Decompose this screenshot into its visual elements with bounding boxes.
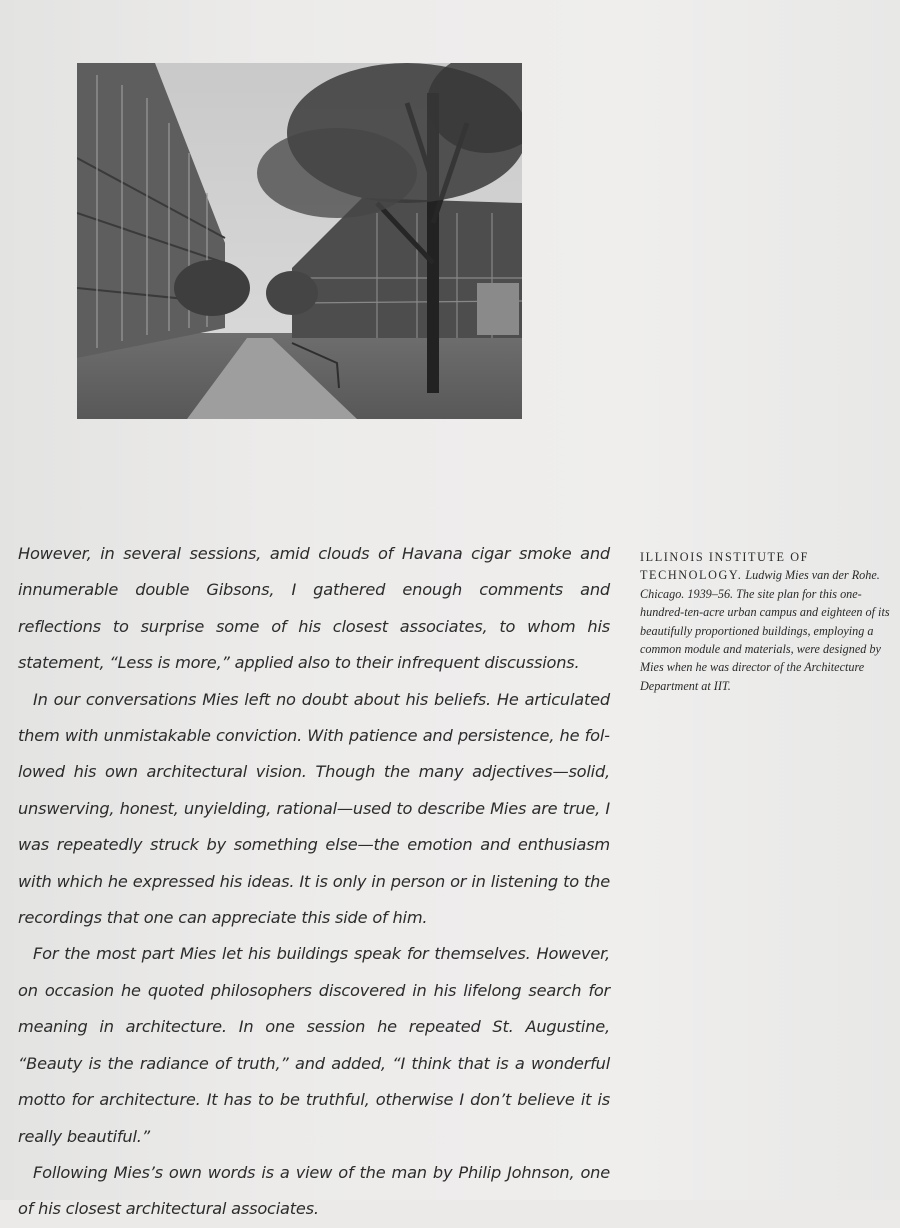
body-text (18, 536, 610, 1228)
caption-title: ILLINOIS INSTITUTE OF TECHNOLOGY. (640, 550, 809, 583)
body-paragraph: Following Mies’s own words is a view of the man by Philip Johnson, one of his closest architectural associates. (18, 1162, 610, 1219)
body-paragraph: For the most part Mies let his buildings speak for themselves. However, on occasion he quoted philosophers discovered in his lifelong search for meaning in architecture. In one session he repeated St. Augustine, “Beauty is the radiance of truth,” and added, “I think that is a wonderful motto for architecture. It has to be truthful, otherwise I don’t believe it is really beautiful.” (18, 944, 610, 1146)
photo-caption (640, 548, 898, 695)
body-paragraph: However, in several sessions, amid clouds of Havana cigar smoke and innumerable double Gibsons, I gathered enough comments and reflections to surprise some of his closest associates, to whom his statement, “Less is more,” applied also to their infrequent discussions. (18, 544, 610, 673)
caption-text: Ludwig Mies van der Rohe. Chicago. 1939–56. The site plan for this one-hundred-ten-acre urban campus and eighteen of its beautifully proportioned buildings, employing a common module and materials, were designed by Mies when he was director of the Architecture Department at IIT. (640, 568, 890, 693)
body-paragraph: In our conversations Mies left no doubt about his beliefs. He articulated them with unmistakable conviction. With patience and persistence, he followed his own architectural vision. Though the many adjectives—solid, unswerving, honest, unyielding, rational—used to describe Mies are true, I was repeatedly struck by something else—the emotion and enthusiasm with which he expressed his ideas. It is only in person or in listening to the recordings that one can appreciate this side of him. (18, 689, 610, 928)
campus-photo-illustration (77, 63, 522, 419)
campus-photo (77, 63, 522, 419)
